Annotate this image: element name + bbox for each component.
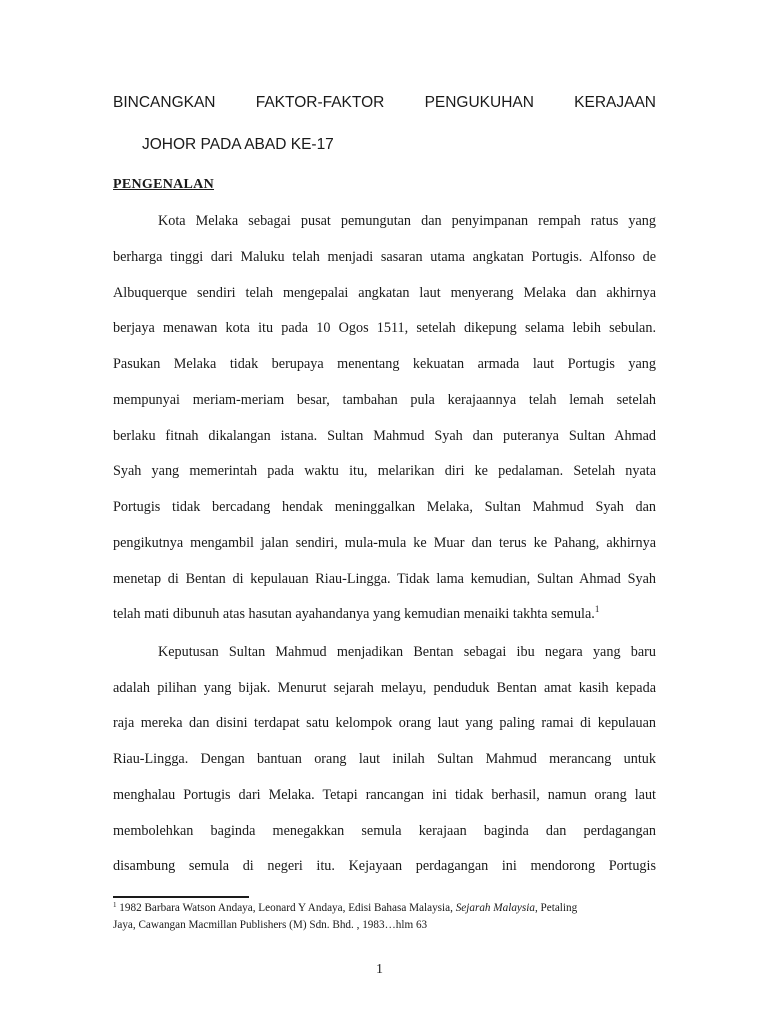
paragraph-line: disambung semula di negeri itu. Kejayaan perdagangan ini mendorong Portugis: [113, 858, 656, 874]
footnote-line-1: [113, 901, 656, 915]
paragraph-line: Albuquerque sendiri telah mengepalai angkatan laut menyerang Melaka dan akhirnya: [113, 285, 656, 301]
footnote-separator: [113, 896, 249, 898]
footnote-book-title: Sejarah Malaysia: [455, 902, 535, 914]
paragraph-line: membolehkan baginda menegakkan semula kerajaan baginda dan perdagangan: [113, 823, 656, 839]
paragraph-line-last: [113, 605, 599, 623]
paragraph-line: menetap di Bentan di kepulauan Riau-Lingga. Tidak lama kemudian, Sultan Ahmad Syah: [113, 571, 656, 587]
paragraph-line: Keputusan Sultan Mahmud menjadikan Bentan sebagai ibu negara yang baru: [158, 644, 656, 660]
footnote-reference[interactable]: 1: [594, 604, 600, 614]
title-line-2: JOHOR PADA ABAD KE-17: [142, 136, 334, 153]
footnote-text: 1982 Barbara Watson Andaya, Leonard Y Andaya, Edisi Bahasa Malaysia,: [116, 902, 456, 914]
footnote-number: 1: [113, 901, 117, 909]
paragraph-line: berharga tinggi dari Maluku telah menjadi sasaran utama angkatan Portugis. Alfonso de: [113, 249, 656, 265]
paragraph-line: pengikutnya mengambil jalan sendiri, mula-mula ke Muar dan terus ke Pahang, akhirnya: [113, 535, 656, 551]
paragraph-line: menghalau Portugis dari Melaka. Tetapi rancangan ini tidak berhasil, namun orang laut: [113, 787, 656, 803]
paragraph-line: mempunyai meriam-meriam besar, tambahan pula kerajaannya telah lemah setelah: [113, 392, 656, 408]
footnote-line-2: Jaya, Cawangan Macmillan Publishers (M) Sdn. Bhd. , 1983…hlm 63: [113, 919, 428, 931]
footnote-text: , Petaling: [534, 902, 578, 914]
paragraph-line: Riau-Lingga. Dengan bantuan orang laut inilah Sultan Mahmud merancang untuk: [113, 751, 656, 767]
paragraph-line: Syah yang memerintah pada waktu itu, melarikan diri ke pedalaman. Setelah nyata: [113, 463, 656, 479]
title-line-1: BINCANGKAN FAKTOR-FAKTOR PENGUKUHAN KERAJAAN: [113, 94, 656, 111]
paragraph-line: Kota Melaka sebagai pusat pemungutan dan penyimpanan rempah ratus yang: [158, 213, 656, 229]
section-heading: PENGENALAN: [113, 177, 215, 192]
paragraph-line: Portugis tidak bercadang hendak meninggalkan Melaka, Sultan Mahmud Syah dan: [113, 499, 656, 515]
paragraph-line: raja mereka dan disini terdapat satu kelompok orang laut yang paling ramai di kepulauan: [113, 715, 656, 731]
page-number: 1: [376, 962, 383, 977]
paragraph-line: berjaya menawan kota itu pada 10 Ogos 1511, setelah dikepung selama lebih sebulan.: [113, 320, 656, 336]
paragraph-line: Pasukan Melaka tidak berupaya menentang kekuatan armada laut Portugis yang: [113, 356, 656, 372]
paragraph-line: berlaku fitnah dikalangan istana. Sultan Mahmud Syah dan puteranya Sultan Ahmad: [113, 428, 656, 444]
paragraph-line-text: telah mati dibunuh atas hasutan ayahandanya yang kemudian menaiki takhta semula.: [113, 606, 595, 622]
paragraph-line: adalah pilihan yang bijak. Menurut sejarah melayu, penduduk Bentan amat kasih kepada: [113, 680, 656, 696]
